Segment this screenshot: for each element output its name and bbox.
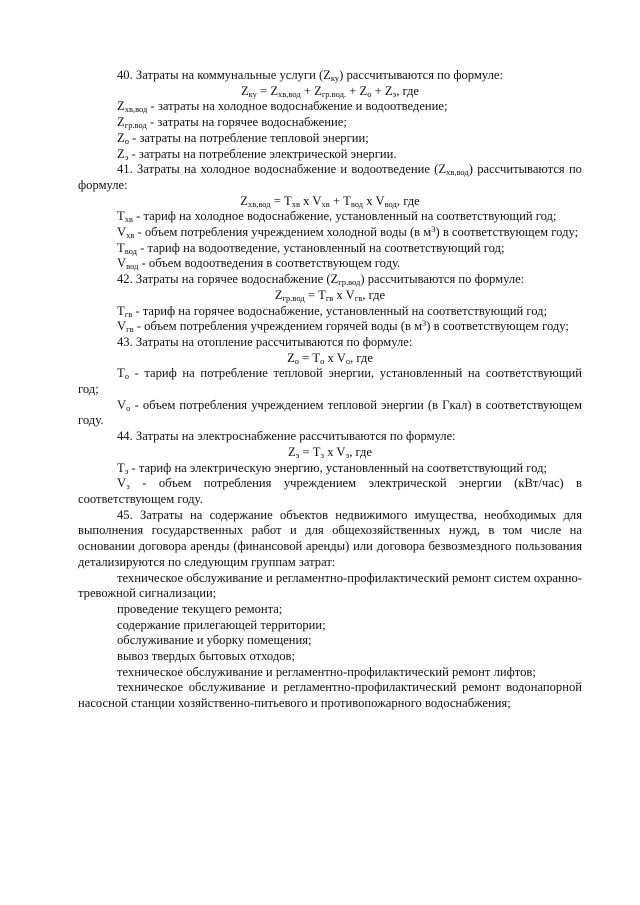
p45-item: вывоз твердых бытовых отходов; xyxy=(117,649,295,664)
p43-formula: $Z_о = T_о$ x $V_о$, где xyxy=(287,350,373,366)
p42-intro: 42. Затраты на горячее водоснабжение $(Z_{гр.вод})$ рассчитываются по формуле: xyxy=(117,272,525,288)
p43-intro: 43. Затраты на отопление рассчитываются по формуле: xyxy=(117,334,413,349)
p41-def-tariff-cold: $T_{хв}$ - тариф на холодное водоснабжение, установленный на соответствующий год; xyxy=(117,209,557,225)
p42-formula: $Z_{гр.вод} = T_{гв}$ x $V_{гв}$, где xyxy=(274,287,386,303)
p41-def-tariff-drain: $T_{вод}$ - тариф на водоотведение, установленный на соответствующий год; xyxy=(117,240,505,256)
p44-formula: $Z_э = T_э$ x $V_э$, где xyxy=(287,444,373,460)
p44-intro: 44. Затраты на электроснабжение рассчитываются по формуле: xyxy=(117,429,456,444)
p45-item: содержание прилегающей территории; xyxy=(117,617,326,632)
p45-item: обслуживание и уборку помещения; xyxy=(117,633,312,648)
p45-item: техническое обслуживание и регламентно-профилактический ремонт систем охранно-тревожной сигнализации; xyxy=(78,570,582,601)
p42-def-tariff-hot: $T_{гв}$ - тариф на горячее водоснабжение, установленный на соответствующий год; xyxy=(117,303,548,319)
p41-intro: 41. Затраты на холодное водоснабжение и водоотведение $(Z_{хв,вод})$ рассчитываются по формуле: xyxy=(78,162,582,192)
p44-def-tariff-electric: $T_э$ - тариф на электрическую энергию, установленный на соответствующий год; xyxy=(117,460,547,476)
p40-intro: 40. Затраты на коммунальные услуги $(Z_{ку})$ рассчитываются по формуле: xyxy=(117,68,503,83)
p41-formula: $Z_{хв,вод} = T_{хв}$ x $V_{хв} + T_{вод}$ x $V_{вод}$, где xyxy=(240,193,420,209)
p43-def-volume-heat: $V_о$ - объем потребления учреждением тепловой энергии (в Гкал) в соответствующем году. xyxy=(78,397,582,428)
p40-formula: $Z_{ку} = Z_{хв,вод} + Z_{гр.вод.} + Z_о + Z_э$, где xyxy=(240,83,420,99)
p44-def-volume-electric: $V_э$ - объем потребления учреждением электрической энергии (кВт/час) в соответствующем году. xyxy=(78,476,582,506)
p45-item: проведение текущего ремонта; xyxy=(117,601,283,616)
p41-def-volume-cold: $V_{хв}$ - объем потребления учреждением холодной воды (в $м^3$) в соответствующем году; xyxy=(117,224,579,241)
p40-def-electricity: $Z_э$ - затраты на потребление электрической энергии. xyxy=(117,146,397,162)
p42-def-volume-hot: $V_{гв}$ - объем потребления учреждением горячей воды (в $м^3$) в соответствующем году; xyxy=(117,318,569,335)
p45-item: техническое обслуживание и регламентно-профилактический ремонт лифтов; xyxy=(117,664,536,679)
p40-def-hot-water: $Z_{гр.вод}$ - затраты на горячее водоснабжение; xyxy=(117,115,347,131)
p45-item: техническое обслуживание и регламентно-профилактический ремонт водонапорной насосной станции хозяйственно-питьевого и противопожарного водоснабжения; xyxy=(78,680,582,711)
p45-intro: 45. Затраты на содержание объектов недвижимого имущества, необходимых для выполнения государственных работ и для общехозяйственных нужд, в том числе на основании договора аренды (финансовой аренды) или договора безвозмездного пользования детализируются по следующим группам затрат: xyxy=(78,507,582,569)
p40-def-cold-water: $Z_{хв,вод}$ - затраты на холодное водоснабжение и водоотведение; xyxy=(117,99,448,115)
p43-def-tariff-heat: $T_о$ - тариф на потребление тепловой энергии, установленный на соответствующий год; xyxy=(78,366,582,397)
p41-def-volume-drain: $V_{вод}$ - объем водоотведения в соответствующем году. xyxy=(117,256,401,272)
p40-def-heat: $Z_о$ - затраты на потребление тепловой энергии; xyxy=(117,130,369,146)
